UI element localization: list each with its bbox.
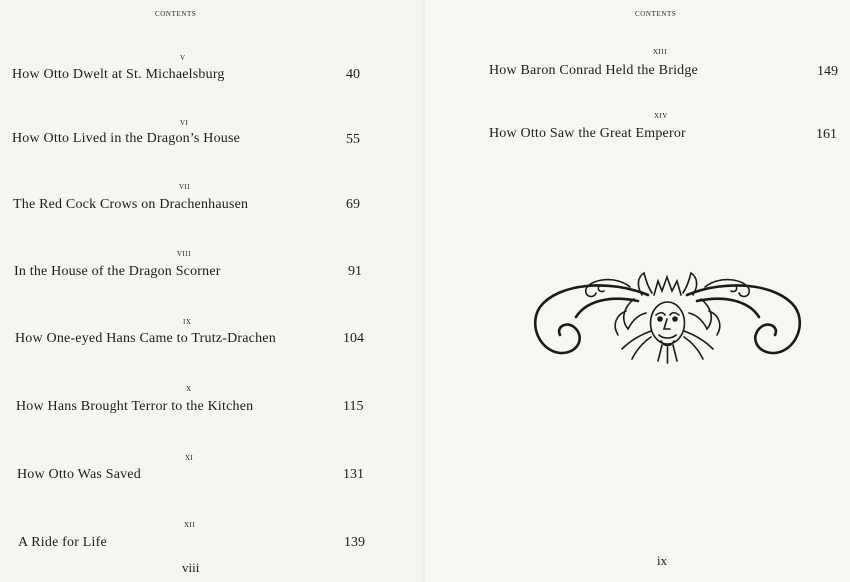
chapter-title: How Otto Lived in the Dragon’s House xyxy=(12,131,241,146)
chapter-numeral: viii xyxy=(177,248,192,259)
running-head-left: contents xyxy=(155,8,197,19)
chapter-title: How One-eyed Hans Came to Trutz-Drachen xyxy=(15,331,276,346)
chapter-title: How Otto Saw the Great Emperor xyxy=(489,126,686,141)
chapter-page-number: 139 xyxy=(344,535,365,550)
chapter-title: How Hans Brought Terror to the Kitchen xyxy=(16,399,254,414)
chapter-title: How Otto Dwelt at St. Michaelsburg xyxy=(12,67,225,82)
chapter-numeral: x xyxy=(186,383,192,394)
chapter-numeral: xiv xyxy=(654,110,668,121)
chapter-title: How Baron Conrad Held the Bridge xyxy=(489,63,698,78)
chapter-title: How Otto Was Saved xyxy=(17,467,141,482)
chapter-title: A Ride for Life xyxy=(18,535,107,550)
running-head-right: contents xyxy=(635,8,677,19)
chapter-page-number: 115 xyxy=(343,399,364,414)
chapter-page-number: 104 xyxy=(343,331,364,346)
chapter-page-number: 69 xyxy=(346,197,360,212)
chapter-page-number: 40 xyxy=(346,67,360,82)
chapter-numeral: xiii xyxy=(653,46,668,57)
chapter-page-number: 131 xyxy=(343,467,364,482)
chapter-title: The Red Cock Crows on Drachenhausen xyxy=(13,197,249,212)
chapter-title: In the House of the Dragon Scorner xyxy=(14,264,221,279)
foliate-mask-scroll-ornament xyxy=(530,265,805,370)
page-number-right: ix xyxy=(657,553,668,568)
page-number-left: viii xyxy=(182,560,200,575)
chapter-page-number: 91 xyxy=(348,264,362,279)
chapter-numeral: v xyxy=(180,52,186,63)
chapter-numeral: xi xyxy=(185,452,194,463)
chapter-page-number: 149 xyxy=(817,64,838,79)
chapter-numeral: ix xyxy=(183,316,192,327)
chapter-page-number: 55 xyxy=(346,132,360,147)
chapter-numeral: vii xyxy=(179,181,191,192)
chapter-numeral: xii xyxy=(184,519,196,530)
chapter-page-number: 161 xyxy=(816,127,837,142)
chapter-numeral: vi xyxy=(180,117,189,128)
